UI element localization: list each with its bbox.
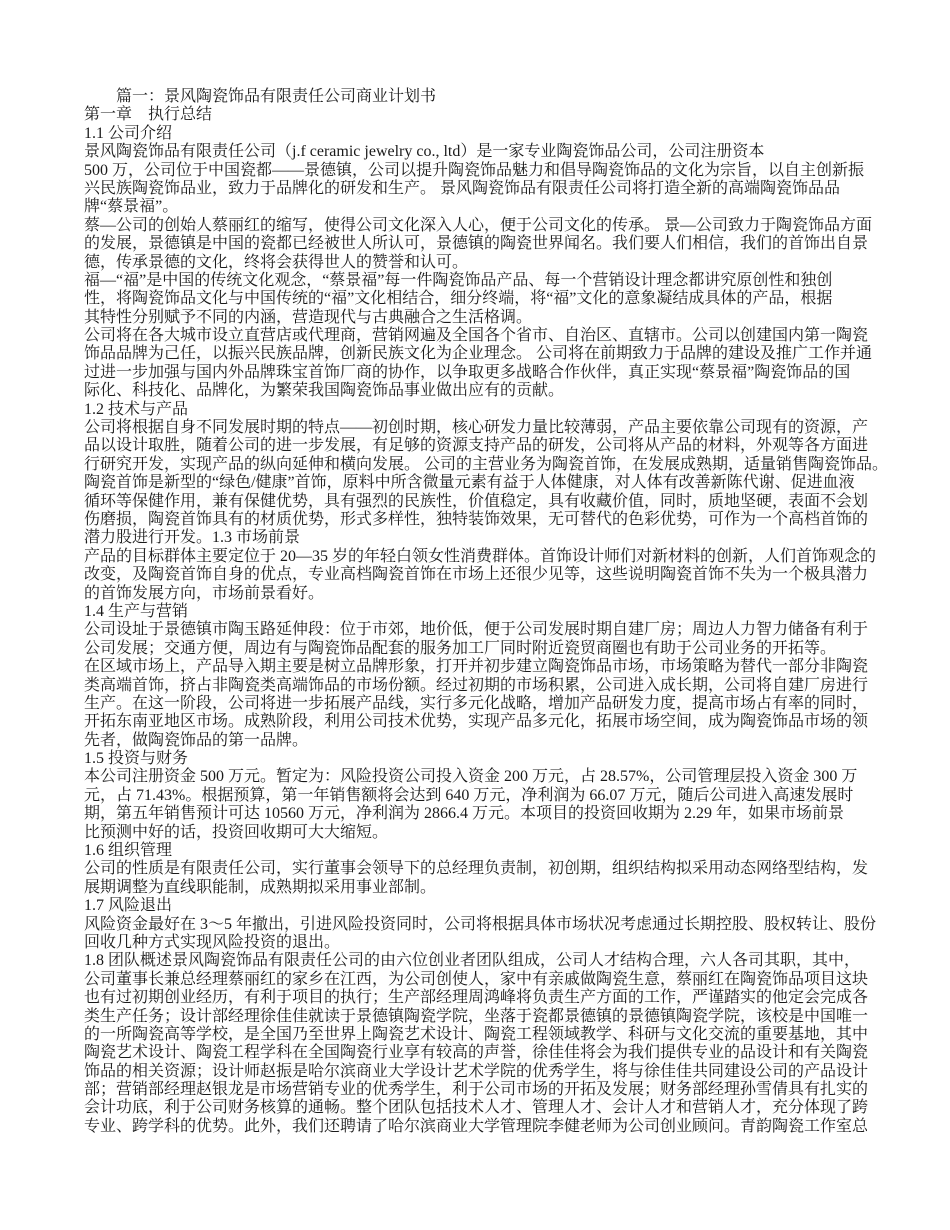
text-line: 饰品品牌为己任，以振兴民族品牌，创新民族文化为企业理念。 公司将在前期致力于品牌的建设及推广工作并通: [84, 345, 873, 363]
text-line: 产品的目标群体主要定位于 20—35 岁的年轻白领女性消费群体。首饰设计师们对新材料的创新，人们首饰观念的: [84, 547, 877, 565]
text-line: 1.6 组织管理: [84, 842, 173, 860]
text-line: 期，第五年销售预计可达 10560 万元，净利润为 2866.4 万元。本项目的投资回收期为 2.29 年，如果市场前景: [84, 805, 845, 823]
text-line: 展期调整为直线职能制，成熟期拟采用事业部制。: [84, 878, 437, 896]
text-line: 性，将陶瓷饰品文化与中国传统的“福”文化相结合，细分终端，将“福”文化的意象凝结成具体的产品，根据: [84, 290, 833, 308]
text-line: 景风陶瓷饰品有限责任公司（j.f ceramic jewelry co., ltd）是一家专业陶瓷饰品公司，公司注册资本: [84, 143, 765, 161]
text-line: 部；营销部经理赵银龙是市场营销专业的优秀学生，利于公司市场的开拓及发展；财务部经理孙雪倩具有扎实的: [84, 1081, 869, 1099]
text-line: 专业、跨学科的优势。此外，我们还聘请了哈尔滨商业大学管理院李健老师为公司创业顾问。青韵陶瓷工作室总: [84, 1117, 869, 1135]
text-line: 1.2 技术与产品: [84, 400, 189, 418]
text-line: 公司的性质是有限责任公司，实行董事会领导下的总经理负责制，初创期，组织结构拟采用动态网络型结构，发: [84, 860, 869, 878]
text-line: 福—“福”是中国的传统文化观念，“蔡景福”每一件陶瓷饰品产品、每一个营销设计理念都讲究原创性和独创: [84, 271, 833, 289]
text-line: 兴民族陶瓷饰品业，致力于品牌化的研发和生产。 景风陶瓷饰品有限责任公司将打造全新的高端陶瓷饰品品: [84, 179, 841, 197]
text-line: 品以设计取胜，随着公司的进一步发展，有足够的资源支持产品的研发，公司将从产品的材料，外观等各方面进: [84, 437, 869, 455]
text-line: 开拓东南亚地区市场。成熟阶段，利用公司技术优势，实现产品多元化，拓展市场空间，成为陶瓷饰品市场的领: [84, 713, 869, 731]
text-line: 蔡—公司的创始人蔡丽红的缩写，使得公司文化深入人心，便于公司文化的传承。 景—公司致力于陶瓷饰品方面: [84, 216, 873, 234]
text-line: 潜力股进行开发。1.3 市场前景: [84, 529, 301, 547]
document-text-block: [84, 88, 896, 1136]
text-line: 第一章 执行总结: [84, 106, 213, 124]
text-line: 1.8 团队概述景风陶瓷饰品有限责任公司的由六位创业者团队组成，公司人才结构合理，六人各司其职，其中，: [84, 952, 861, 970]
text-line: 的首饰发展方向，市场前景看好。: [84, 584, 325, 602]
text-line: 风险资金最好在 3～5 年撤出，引进风险投资同时，公司将根据具体市场状况考虑通过长期控股、股权转让、股份: [84, 915, 877, 933]
text-line: 元，占 71.43%。根据预算，第一年销售额将会达到 640 万元，净利润为 66.07 万元，随后公司进入高速发展时: [84, 786, 854, 804]
text-line: 牌“蔡景福”。: [84, 198, 179, 216]
text-line: 陶瓷艺术设计、陶瓷工程学科在全国陶瓷行业享有较高的声誉，徐佳佳将会为我们提供专业的品设计和有关陶瓷: [84, 1044, 869, 1062]
text-line: 循环等保健作用，兼有保健优势，具有强烈的民族性，价值稳定，具有收藏价值，同时，质地坚硬，表面不会划: [84, 492, 869, 510]
text-line: 公司董事长兼总经理蔡丽红的家乡在江西，为公司创使人，家中有亲戚做陶瓷生意，蔡丽红在陶瓷饰品项目这块: [84, 970, 869, 988]
text-line: 类高端首饰，挤占非陶瓷类高端饰品的市场份额。经过初期的市场积累，公司进入成长期，公司将自建厂房进行: [84, 676, 869, 694]
text-line: 德，传承景德的文化，终将会获得世人的赞誉和认可。: [84, 253, 469, 271]
text-line: 饰品的相关资源；设计师赵振是哈尔滨商业大学设计艺术学院的优秀学生，将与徐佳佳共同建设公司的产品设计: [84, 1062, 869, 1080]
text-line: 也有过初期创业经历，有利于项目的执行；生产部经理周鸿峰将负责生产方面的工作，严谨踏实的他定会完成各: [84, 989, 869, 1007]
text-line: 生产。在这一阶段，公司将进一步拓展产品线，实行多元化战略，增加产品研发力度，提高市场占有率的同时，: [84, 694, 869, 712]
text-line: 在区域市场上，产品导入期主要是树立品牌形象，打开并初步建立陶瓷饰品市场，市场策略为替代一部分非陶瓷: [84, 658, 869, 676]
text-line: 篇一：景风陶瓷饰品有限责任公司商业计划书: [84, 88, 437, 105]
text-line: 本公司注册资金 500 万元。暂定为：风险投资公司投入资金 200 万元，占 28.57%，公司管理层投入资金 300 万: [84, 768, 858, 786]
text-line: 回收几种方式实现风险投资的退出。: [84, 933, 341, 951]
text-line: 先者，做陶瓷饰品的第一品牌。: [84, 731, 309, 749]
text-line: 公司将在各大城市设立直营店或代理商，营销网遍及全国各个省市、自治区、直辖市。公司以创建国内第一陶瓷: [84, 327, 869, 345]
text-line: 会计功底，利于公司财务核算的通畅。整个团队包括技术人才、管理人才、会计人才和营销人才，充分体现了跨: [84, 1099, 869, 1117]
text-line: 际化、科技化、品牌化，为繁荣我国陶瓷饰品事业做出应有的贡献。: [84, 382, 565, 400]
text-line: 1.7 风险退出: [84, 897, 173, 915]
text-line: 改变，及陶瓷首饰自身的优点，专业高档陶瓷首饰在市场上还很少见等，这些说明陶瓷首饰不失为一个极具潜力: [84, 566, 869, 584]
text-line: 行研究开发，实现产品的纵向延伸和横向发展。 公司的主营业务为陶瓷首饰，在发展成熟期，适量销售陶瓷饰品。: [84, 455, 889, 473]
text-line: 的一所陶瓷高等学校，是全国乃至世界上陶瓷艺术设计、陶瓷工程领域教学、科研与文化交流的重要基地，其中: [84, 1025, 869, 1043]
text-line: 类生产任务；设计部经理徐佳佳就读于景德镇陶瓷学院，坐落于瓷都景德镇的景德镇陶瓷学院，该校是中国唯一: [84, 1007, 869, 1025]
text-line: 1.4 生产与营销: [84, 602, 189, 620]
text-line: 公司设址于景德镇市陶玉路延伸段：位于市郊，地价低，便于公司发展时期自建厂房；周边人力智力储备有利于: [84, 621, 869, 639]
text-line: 1.1 公司介绍: [84, 124, 173, 142]
text-line: 的发展，景德镇是中国的瓷都已经被世人所认可，景德镇的陶瓷世界闻名。我们要人们相信，我们的首饰出自景: [84, 235, 869, 253]
text-line: 公司将根据自身不同发展时期的特点——初创时期，核心研发力量比较薄弱，产品主要依靠公司现有的资源，产: [84, 419, 869, 437]
text-line: 比预测中好的话，投资回收期可大大缩短。: [84, 823, 389, 841]
text-line: 过进一步加强与国内外品牌珠宝首饰厂商的协作，以争取更多战略合作伙伴，真正实现“蔡景福”陶瓷饰品的国: [84, 363, 851, 381]
text-line: 1.5 投资与财务: [84, 750, 189, 768]
text-line: 公司发展；交通方便，周边有与陶瓷饰品配套的服务加工厂同时附近瓷贸商圈也有助于公司业务的开拓等。: [84, 639, 837, 657]
text-line: 500 万，公司位于中国瓷都——景德镇，公司以提升陶瓷饰品魅力和倡导陶瓷饰品的文化为宗旨，以自主创新振: [84, 161, 865, 179]
text-line: 伤磨损，陶瓷首饰具有的材质优势，形式多样性，独特装饰效果，无可替代的色彩优势，可作为一个高档首饰的: [84, 510, 869, 528]
text-line: 其特性分别赋予不同的内涵，营造现代与古典融合之生活格调。: [84, 308, 533, 326]
text-line: 陶瓷首饰是新型的“绿色/健康”首饰，原料中所含微量元素有益于人体健康，对人体有改善新陈代谢、促进血液: [84, 474, 855, 492]
